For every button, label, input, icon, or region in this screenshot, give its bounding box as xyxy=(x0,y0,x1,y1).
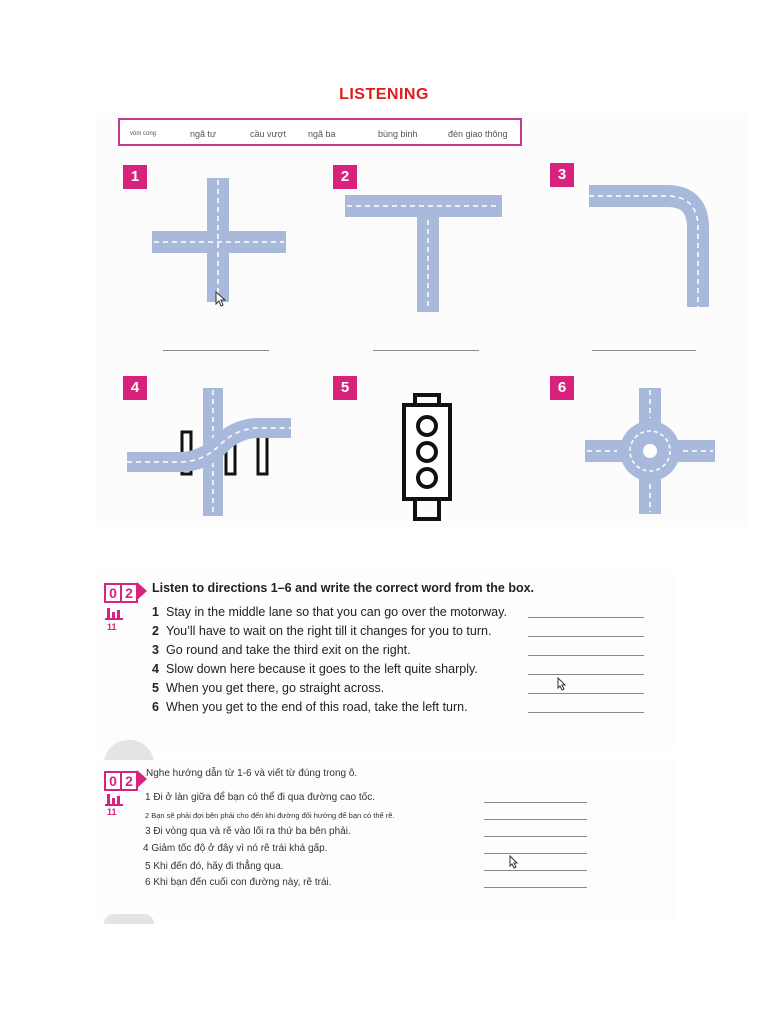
audio-number: 11 xyxy=(107,807,117,817)
mouse-cursor-icon xyxy=(509,855,519,869)
exercise-item xyxy=(152,662,478,676)
audio-bars-icon xyxy=(105,606,125,620)
answer-blank[interactable] xyxy=(484,819,587,820)
word-box-item: đèn giao thông xyxy=(448,129,508,139)
item-text: When you get to the end of this road, take the left turn. xyxy=(166,700,468,714)
picture-number-badge: 4 xyxy=(123,376,147,400)
crossroads-icon xyxy=(150,178,290,304)
exercise-item xyxy=(152,624,491,638)
answer-blank[interactable] xyxy=(528,712,644,713)
item-number: 6 xyxy=(152,700,159,714)
item-number: 3 xyxy=(152,643,159,657)
decorative-disc xyxy=(104,914,154,924)
word-box xyxy=(118,118,522,146)
exercise-item xyxy=(152,700,468,714)
track-number-digit: 0 xyxy=(104,771,122,791)
item-text: When you get there, go straight across. xyxy=(166,681,385,695)
picture-number-badge: 2 xyxy=(333,165,357,189)
item-number: 4 xyxy=(152,662,159,676)
picture-number-badge: 6 xyxy=(550,376,574,400)
item-text: Stay in the middle lane so that you can go over the motorway. xyxy=(166,605,507,619)
answer-blank[interactable] xyxy=(484,802,587,803)
track-number-digit: 2 xyxy=(120,583,138,603)
answer-blank[interactable] xyxy=(484,870,587,871)
item-text: Go round and take the third exit on the right. xyxy=(166,643,411,657)
exercise-item: 5 Khi đến đó, hãy đi thẳng qua. xyxy=(145,861,284,872)
exercise-item: 3 Đi vòng qua và rẽ vào lối ra thứ ba bên phải. xyxy=(145,826,351,837)
answer-blank[interactable] xyxy=(484,836,587,837)
item-number: 2 xyxy=(152,624,159,638)
picture-number-badge: 3 xyxy=(550,163,574,187)
mouse-cursor-icon xyxy=(557,677,567,691)
play-arrow-icon xyxy=(137,582,147,600)
answer-blank[interactable] xyxy=(373,350,479,351)
exercise-item: 2 Bạn sẽ phải đợi bên phải cho đến khi đường đổi hướng để bạn có thể rẽ. xyxy=(145,811,395,820)
item-text: You’ll have to wait on the right till it changes for you to turn. xyxy=(166,624,492,638)
word-box-item: ngã tư xyxy=(190,129,217,139)
answer-blank[interactable] xyxy=(528,674,644,675)
item-number: 1 xyxy=(152,605,159,619)
exercise-vietnamese xyxy=(95,760,675,920)
answer-blank[interactable] xyxy=(484,853,587,854)
page-title: LISTENING xyxy=(339,86,429,103)
track-number-digit: 0 xyxy=(104,583,122,603)
exercise-instruction: Nghe hướng dẫn từ 1-6 và viết từ đúng trong ô. xyxy=(146,768,358,779)
exercise-item: 6 Khi bạn đến cuối con đường này, rẽ trái. xyxy=(145,877,332,888)
exercise-item: 1 Đi ở làn giữa để bạn có thể đi qua đường cao tốc. xyxy=(145,792,375,803)
exercise-item: 4 Giảm tốc độ ở đây vì nó rẽ trái khá gấp. xyxy=(143,843,328,854)
item-text: Slow down here because it goes to the left quite sharply. xyxy=(166,662,478,676)
word-box-item: bùng binh xyxy=(378,129,418,139)
exercise-instruction: Listen to directions 1–6 and write the correct word from the box. xyxy=(152,581,535,595)
t-junction-icon xyxy=(345,192,505,312)
answer-blank[interactable] xyxy=(528,636,644,637)
mouse-cursor-icon xyxy=(215,291,227,307)
picture-number-badge: 1 xyxy=(123,165,147,189)
answer-blank[interactable] xyxy=(592,350,696,351)
picture-number-badge: 5 xyxy=(333,376,357,400)
answer-blank[interactable] xyxy=(528,693,644,694)
audio-number: 11 xyxy=(107,622,117,632)
answer-blank[interactable] xyxy=(484,887,587,888)
answer-blank[interactable] xyxy=(528,617,644,618)
exercise-item xyxy=(152,605,507,619)
track-number-digit: 2 xyxy=(120,771,138,791)
roundabout-icon xyxy=(583,388,718,516)
word-box-item: ngã ba xyxy=(308,129,336,139)
item-number: 5 xyxy=(152,681,159,695)
answer-blank[interactable] xyxy=(528,655,644,656)
word-box-item: vòm cong xyxy=(130,131,157,137)
audio-bars-icon xyxy=(105,792,125,806)
exercise-english xyxy=(95,570,675,750)
word-box-item: cầu vượt xyxy=(250,129,286,139)
bend-icon xyxy=(587,183,717,309)
exercise-item xyxy=(152,681,384,695)
flyover-icon xyxy=(125,388,295,518)
exercise-item xyxy=(152,643,411,657)
traffic-light-icon xyxy=(398,393,458,523)
answer-blank[interactable] xyxy=(163,350,269,351)
